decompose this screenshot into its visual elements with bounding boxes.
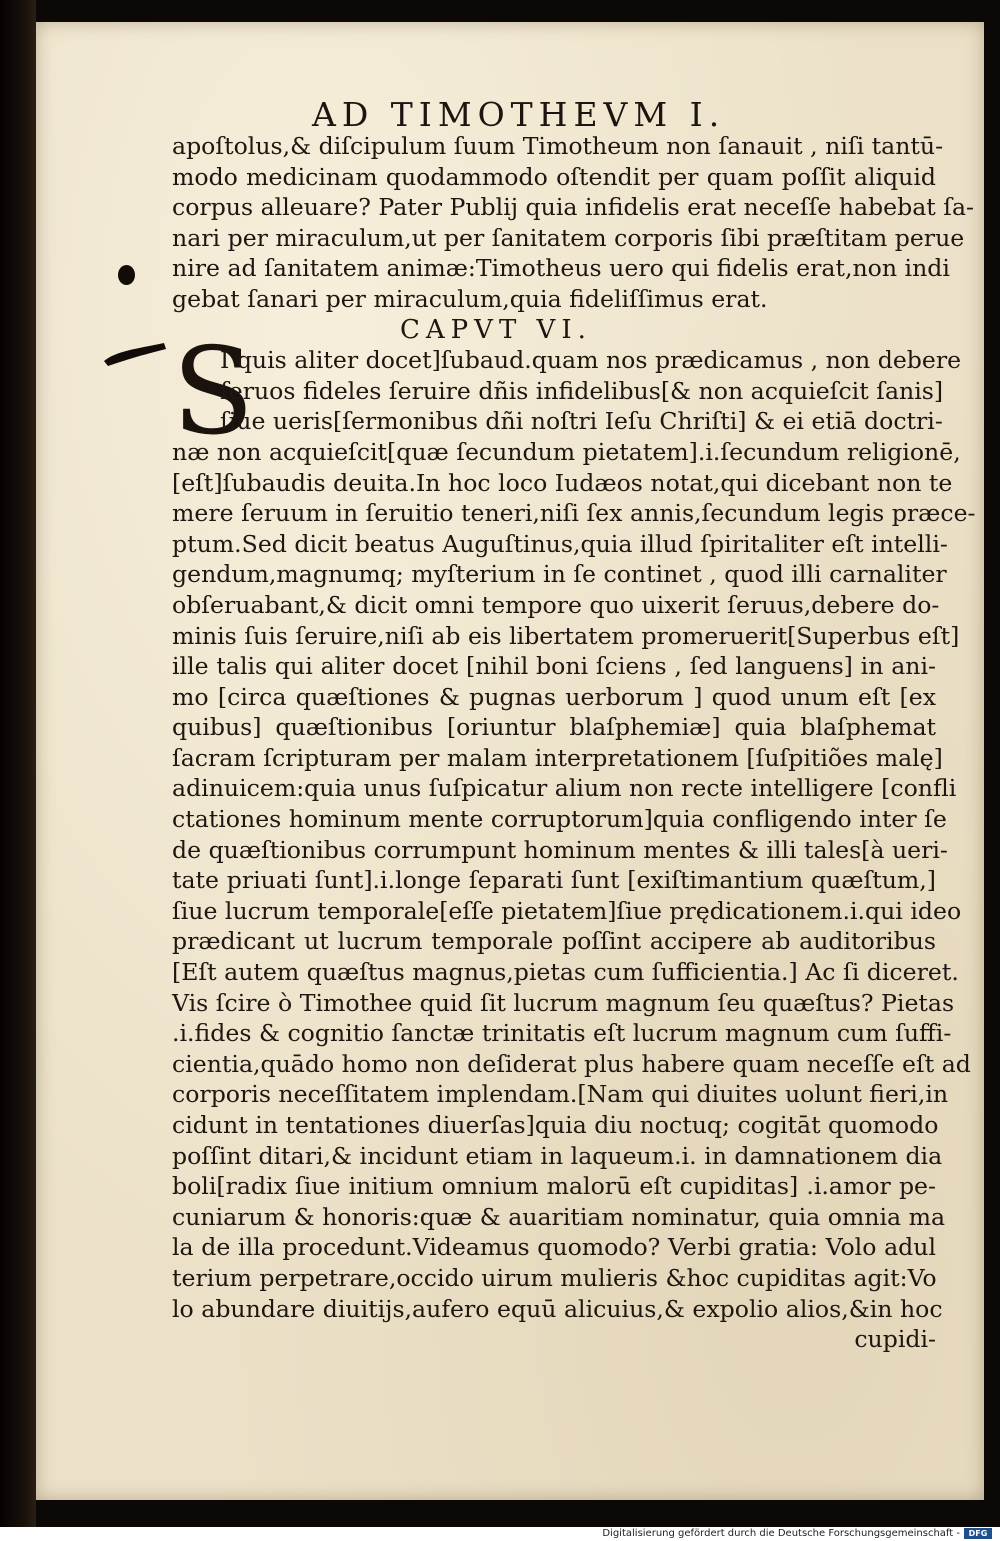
text-line: obſeruabant,& dicit omni tempore quo uixerit ſeruus,debere do- — [172, 590, 940, 619]
ink-stroke-mark — [102, 341, 168, 367]
funding-credit: Digitalisierung gefördert durch die Deutsche Forschungsgemeinschaft - — [602, 1528, 960, 1539]
text-line: I quis aliter docet]ſubaud.quam nos prædicamus , non debere — [220, 346, 962, 375]
text-line: ctationes hominum mente corruptorum]quia confligendo inter ſe — [172, 805, 947, 834]
text-line: quibus] quæſtionibus [oriuntur blaſphemiæ] quia blaſphemat — [172, 713, 936, 742]
text-line: de quæſtionibus corrumpunt hominum mentes & illi tales[à ueri- — [172, 835, 948, 864]
text-line: modo medicinam quodammodo oſtendit per quam poſſit aliquid — [172, 162, 936, 191]
text-line: .i.fides & cognitio ſanctæ trinitatis eſt lucrum magnum cum ſuffi- — [172, 1019, 952, 1048]
text-line: ſiue ueris[ſermonibus dñi noſtri Ieſu Chriſti] & ei etiā doctri- — [220, 407, 943, 436]
text-line: apoſtolus,& diſcipulum ſuum Timotheum non ſanauit , niſi tantū- — [172, 132, 944, 160]
text-line: poſſint ditari,& incidunt etiam in laqueum.i. in damnationem dia — [172, 1141, 943, 1170]
text-line: [Eſt autem quæſtus magnus,pietas cum ſufficientia.] Ac ſi diceret. — [172, 958, 959, 987]
text-line: boli[radix ſiue initium omnium malorū eſt cupiditas] .i.amor pe- — [172, 1172, 936, 1201]
binding-shadow — [0, 0, 36, 1527]
text-line: nari per miraculum,ut per ſanitatem corporis ſibi præſtitam perue — [172, 223, 965, 252]
catchword: cupidi- — [854, 1325, 936, 1354]
running-head: AD TIMOTHEVM I. — [312, 95, 726, 134]
text-line: terium perpetrare,occido uirum mulieris &hoc cupiditas agit:Vo — [172, 1263, 937, 1292]
text-line: ſeruos fideles ſeruire dñis infidelibus[& non acquieſcit ſanis] — [220, 376, 944, 405]
text-line: prædicant ut lucrum temporale poſſint accipere ab auditoribus — [172, 927, 936, 956]
text-line: ſiue lucrum temporale[eſſe pietatem]ſiue prędicationem.i.qui ideo — [172, 896, 962, 925]
text-line: tate priuati ſunt].i.longe ſeparati ſunt [exiſtimantium quæſtum,] — [172, 866, 936, 895]
text-line: cuniarum & honoris:quæ & auaritiam nominatur, quia omnia ma — [172, 1202, 946, 1231]
text-line: gebat ſanari per miraculum,quia fideliſſimus erat. — [172, 284, 768, 313]
drop-cap: S — [172, 323, 255, 462]
text-line: minis ſuis ſeruire,niſi ab eis libertatem promeruerit[Superbus eſt] — [172, 621, 960, 650]
text-line: mo [circa quæſtiones & pugnas uerborum ] quod unum eſt [ex — [172, 682, 936, 711]
dfg-logo: DFG — [964, 1528, 992, 1539]
text-line: nire ad ſanitatem animæ:Timotheus uero qui fidelis erat,non indi — [172, 254, 950, 283]
text-line: la de illa procedunt.Videamus quomodo? Verbi gratia: Volo adul — [172, 1233, 936, 1262]
text-line: ſacram ſcripturam per malam interpretationem [ſuſpitiões malę] — [172, 743, 943, 772]
text-line: cientia,quādo homo non deſiderat plus habere quam neceſſe eſt ad — [172, 1049, 971, 1078]
text-line: næ non acquieſcit[quæ ſecundum pietatem].i.ſecundum religionē, — [172, 437, 961, 466]
text-line: lo abundare diuitijs,aufero equū alicuius,& expolio alios,&in hoc — [172, 1294, 943, 1323]
chapter-heading: CAPVT VI. — [400, 314, 592, 345]
text-line: cidunt in tentationes diuerſas]quia diu noctuq; cogitāt quomodo — [172, 1111, 939, 1139]
text-line: corpus alleuare? Pater Publij quia infidelis erat neceſſe habebat ſa- — [172, 193, 975, 222]
text-line: adinuicem:quia unus ſuſpicatur alium non recte intelligere [confli — [172, 774, 957, 803]
text-line: corporis neceſſitatem implendam.[Nam qui diuites uolunt fieri,in — [172, 1080, 949, 1109]
body-text — [172, 131, 976, 1355]
text-line: gendum,magnumq; myſterium in ſe continet , quod illi carnaliter — [172, 560, 947, 589]
ink-blot — [118, 265, 135, 285]
text-line: ptum.Sed dicit beatus Auguſtinus,quia illud ſpiritaliter eſt intelli- — [172, 529, 948, 558]
text-line: Vis ſcire ò Timothee quid ſit lucrum magnum ſeu quæſtus? Pietas — [172, 988, 955, 1017]
text-line: mere ſeruum in ſeruitio teneri,niſi ſex annis,ſecundum legis præce- — [172, 499, 976, 528]
text-line: [eſt]ſubaudis deuita.In hoc loco Iudæos notat,qui dicebant non te — [172, 468, 953, 497]
text-line: ille talis qui aliter docet [nihil boni ſciens , ſed languens] in ani- — [172, 652, 936, 681]
